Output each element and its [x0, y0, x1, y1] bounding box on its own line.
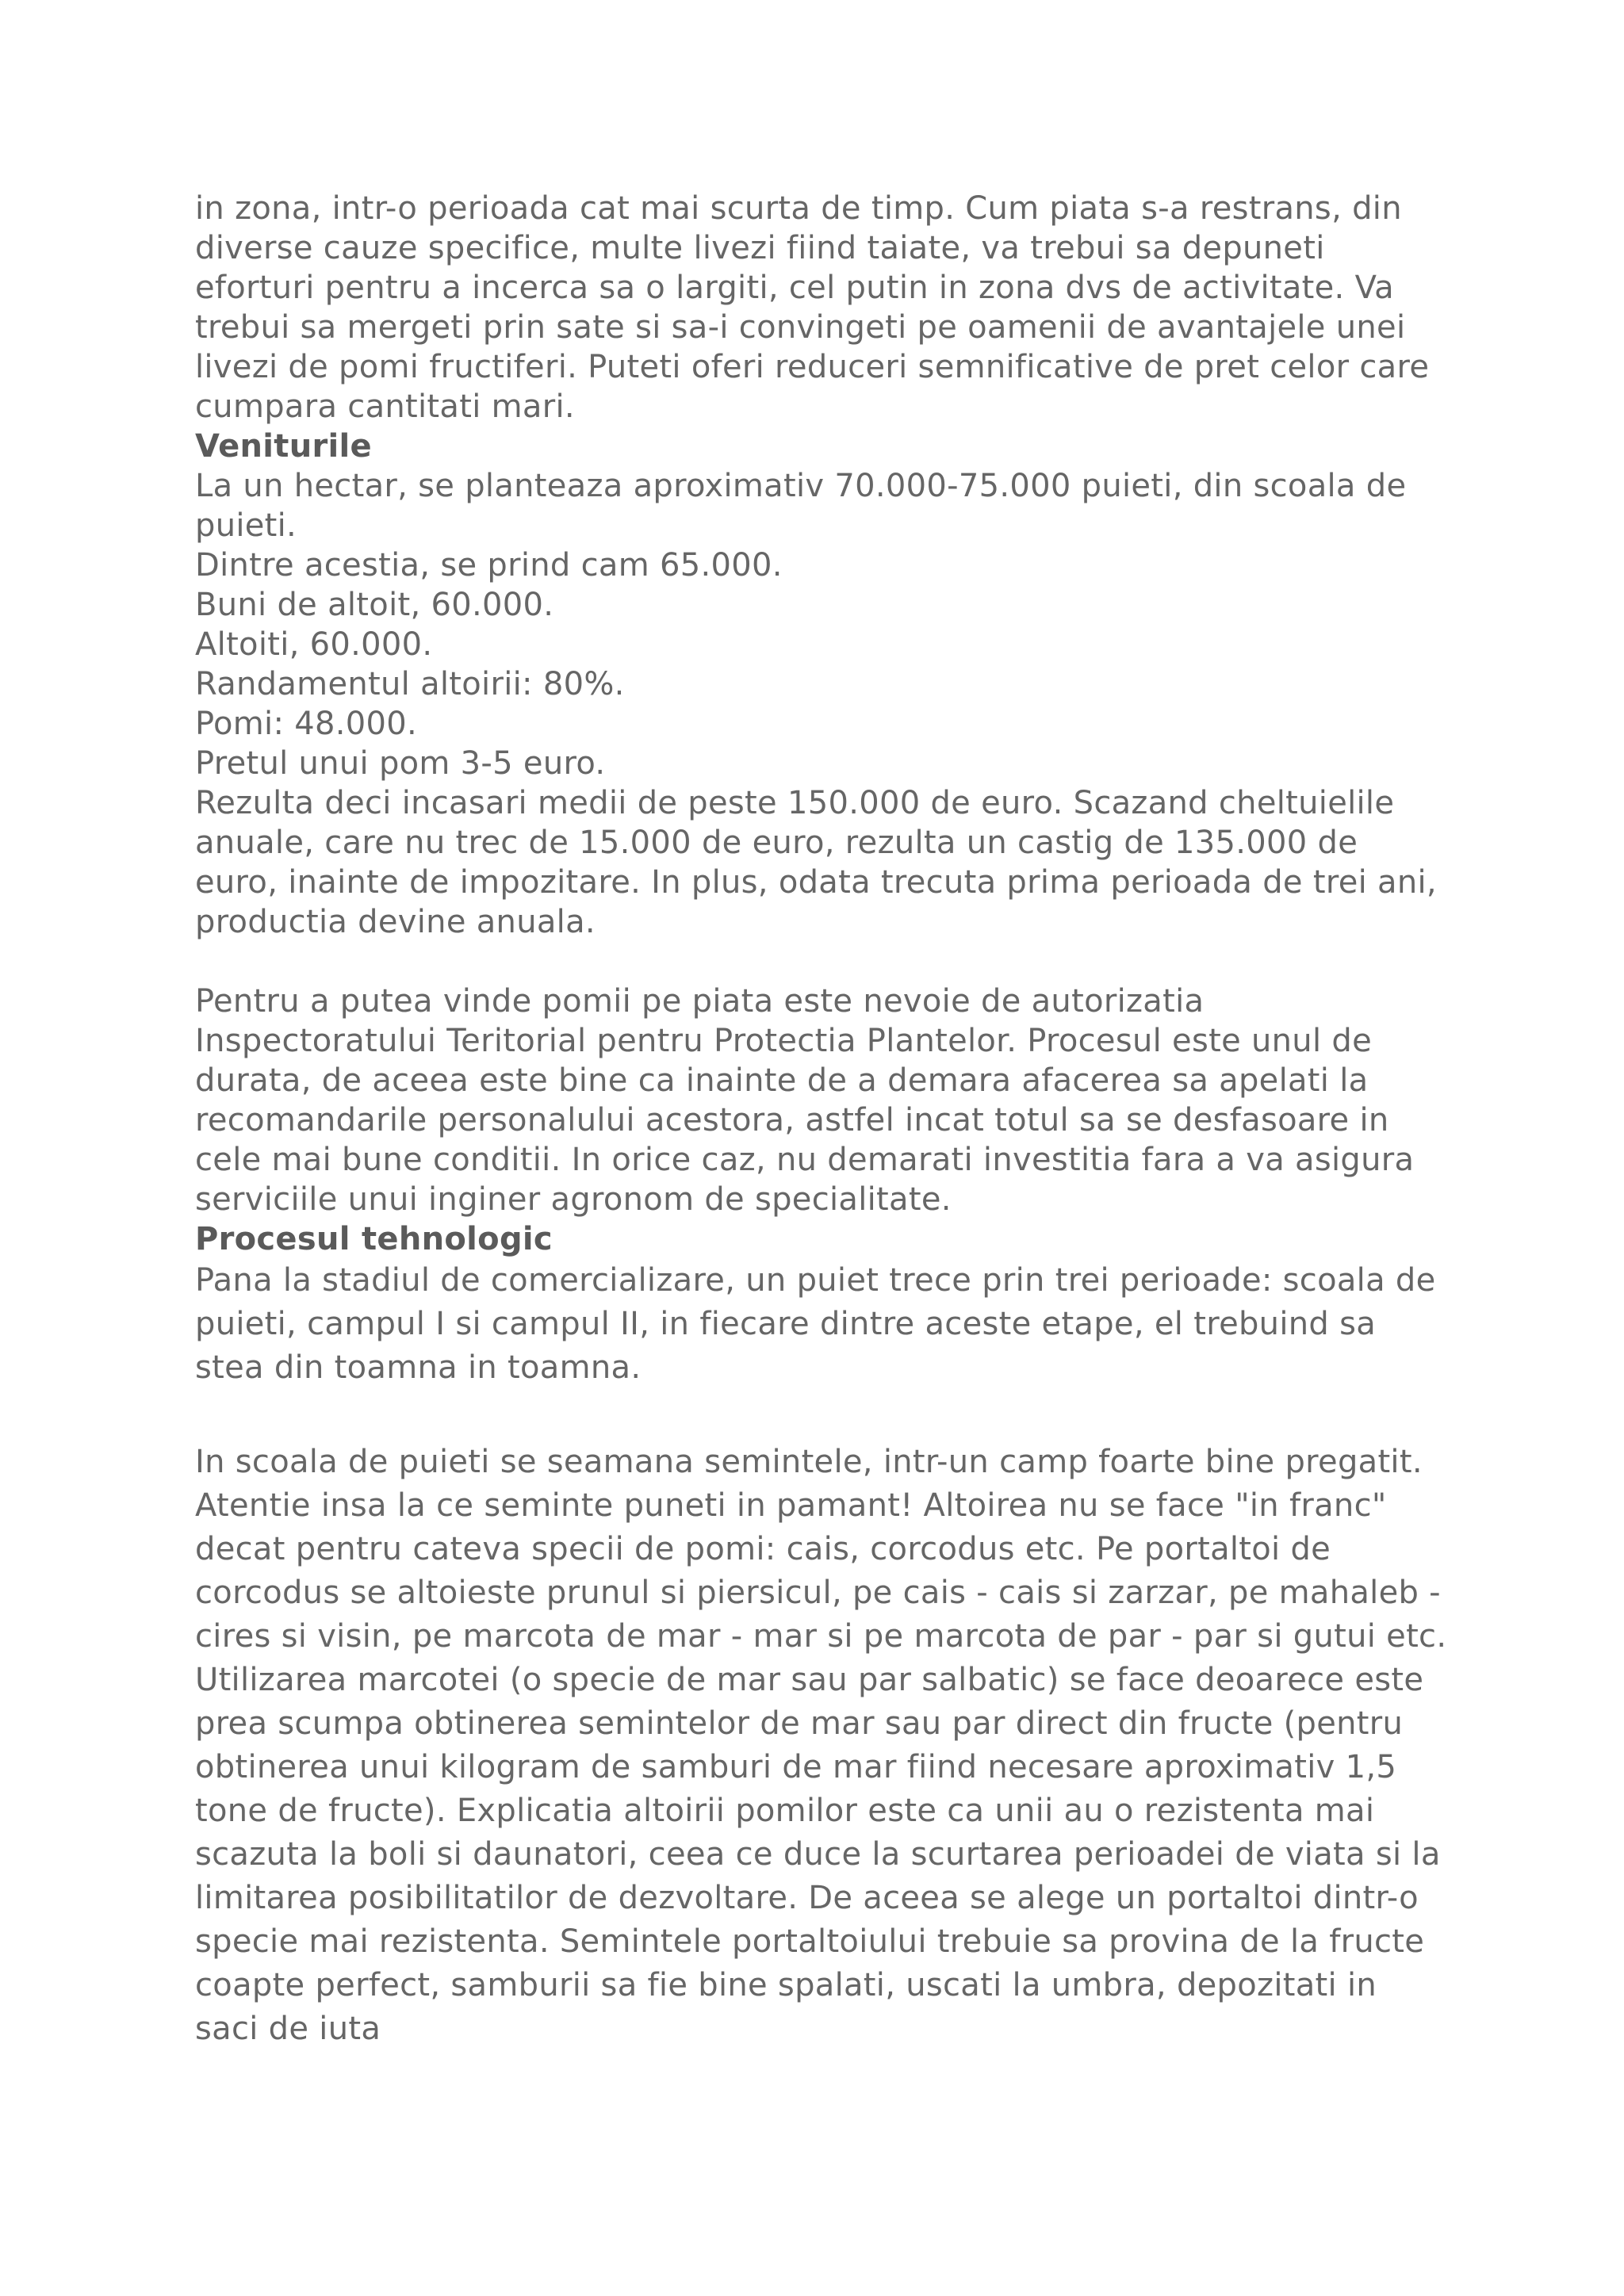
intro-paragraph: in zona, intr-o perioada cat mai scurta de timp. Cum piata s-a restrans, din diverse cauze specifice, multe livezi fiind taiate, va trebui sa depuneti eforturi pentru a incerca sa o largiti, cel putin in zona dvs de activitate. Va trebui sa mergeti prin sate si sa-i convingeti pe oamenii de avantajele unei livezi de pomi fructiferi. Puteti oferi reduceri semnificative de pret celor care cumpara cantitati mari. — [195, 190, 1430, 425]
venituri-line: La un hectar, se planteaza aproximativ 70.000-75.000 puieti, din scoala de puieti. — [195, 468, 1407, 544]
venituri-line: Pomi: 48.000. — [195, 706, 418, 742]
paragraph-spacer — [195, 942, 1448, 982]
venituri-summary: Rezulta deci incasari medii de peste 150.000 de euro. Scazand cheltuielile anuale, care nu trec de 15.000 de euro, rezulta un castig de 135.000 de euro, inainte de impozitare. In plus, odata trecuta prima perioada de trei ani, productia devine anuala. — [195, 785, 1437, 940]
text-block-top — [195, 189, 1448, 942]
scoala-paragraph: In scoala de puieti se seamana semintele, intr-un camp foarte bine pregatit. Atentie insa la ce seminte puneti in pamant! Altoirea nu se face "in franc" decat pentru cateva specii de pomi: cais, corcodus etc. Pe portaltoi de corcodus se altoieste prunul si piersicul, pe cais - cais si zarzar, pe mahaleb - cires si visin, pe marcota de mar - mar si pe marcota de par - par si gutui etc. Utilizarea marcotei (o specie de mar sau par salbatic) se face deoarece este prea scumpa obtinerea semintelor de mar sau par direct din fructe (pentru obtinerea unui kilogram de samburi de mar fiind necesare aproximativ 1,5 tone de fructe). Explicatia altoirii pomilor este ca unii au o rezistenta mai scazuta la boli si daunatori, ceea ce duce la scurtarea perioadei de viata si la limitarea posibilitatilor de dezvoltare. De aceea se alege un portaltoi dintr-o specie mai rezistenta. Semintele portaltoiului trebuie sa provina de la fructe coapte perfect, samburii sa fie bine spalati, uscati la umbra, depozitati in saci de iuta — [195, 1444, 1447, 2047]
section-heading-venituri: Veniturile — [195, 428, 372, 465]
text-block-scoala — [195, 1441, 1448, 2051]
text-block-proces — [195, 1219, 1448, 1390]
venituri-line: Dintre acestia, se prind cam 65.000. — [195, 547, 783, 584]
venituri-line: Altoiti, 60.000. — [195, 626, 433, 663]
proces-paragraph: Pana la stadiul de comercializare, un puiet trece prin trei perioade: scoala de puieti, campul I si campul II, in fiecare dintre aceste etape, el trebuind sa stea din toamna in toamna. — [195, 1262, 1436, 1386]
venituri-line: Pretul unui pom 3-5 euro. — [195, 745, 606, 782]
venituri-line: Buni de altoit, 60.000. — [195, 587, 554, 623]
paragraph-spacer — [195, 1390, 1448, 1441]
text-block-authorization — [195, 982, 1448, 1219]
authorization-paragraph: Pentru a putea vinde pomii pe piata este nevoie de autorizatia Inspectoratului Teritorial pentru Protectia Plantelor. Procesul este unul de durata, de aceea este bine ca inainte de a demara afacerea sa apelati la recomandarile personalului acestora, astfel incat totul sa se desfasoare in cele mai bune conditii. In orice caz, nu demarati investitia fara a va asigura serviciile unui inginer agronom de specialitate. — [195, 983, 1415, 1218]
section-heading-proces: Procesul tehnologic — [195, 1221, 553, 1257]
document-body — [195, 189, 1448, 2051]
venituri-line: Randamentul altoirii: 80%. — [195, 666, 625, 702]
